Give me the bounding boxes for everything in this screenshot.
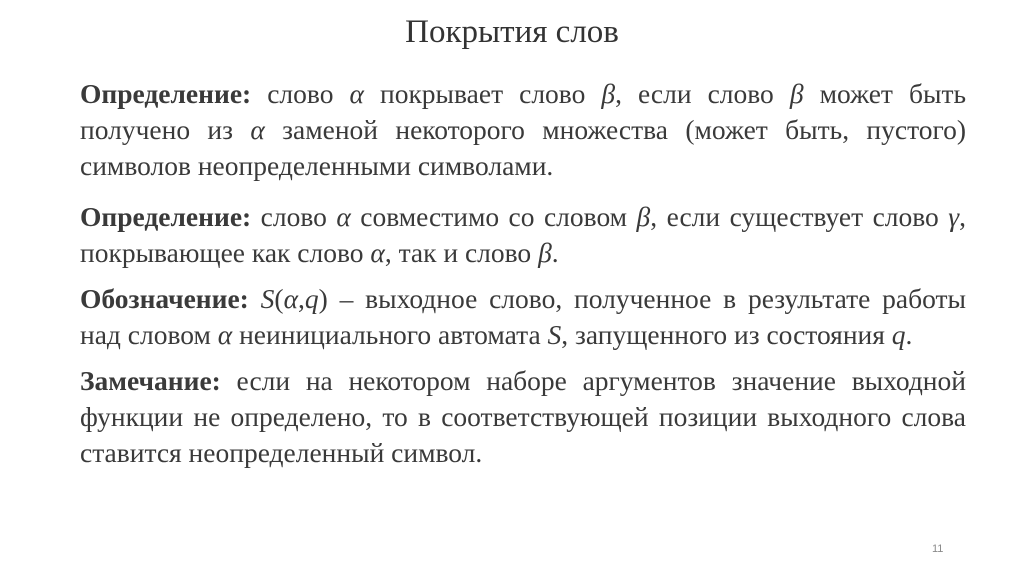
text-fragment: . — [551, 237, 559, 268]
math-alpha: α — [336, 201, 351, 232]
page-number: 11 — [932, 543, 944, 555]
text-fragment: слово — [251, 201, 337, 232]
text-fragment: , покрывающее как слово — [80, 201, 966, 268]
text-fragment: ) – выходное слово, полученное в результате работы над словом — [80, 283, 966, 350]
math-alpha: α — [370, 237, 385, 268]
text-fragment: покрывает слово — [363, 78, 602, 109]
definition-covering — [80, 76, 966, 184]
slide-content — [80, 76, 966, 471]
text-fragment: если на некотором наборе аргументов значение выходной функции не определено, то в соответствующей позиции выходного слова ставится неопределенный символ. — [80, 365, 966, 468]
math-S: S — [547, 319, 562, 350]
math-beta: β — [636, 201, 651, 232]
math-alpha: α — [217, 319, 233, 350]
text-fragment: , — [298, 283, 305, 314]
definition-compatible — [80, 199, 966, 271]
text-fragment: может быть получено из — [80, 78, 966, 145]
remark-label: Замечание: — [80, 365, 221, 396]
text-fragment: заменой некоторого множества (может быть, пустого) символов неопределенными символами. — [80, 114, 966, 181]
text-fragment: , запущенного из состояния — [561, 319, 892, 350]
text-fragment: неинициального автомата — [232, 319, 548, 350]
text-fragment: , так и слово — [384, 237, 539, 268]
notation-output-word — [80, 281, 966, 353]
math-beta: β — [538, 237, 552, 268]
remark-undefined-symbol — [80, 363, 966, 471]
text-fragment: , если слово — [615, 78, 790, 109]
math-q: q — [304, 283, 319, 314]
math-beta: β — [789, 78, 804, 109]
math-gamma: γ — [948, 201, 960, 232]
text-fragment: . — [905, 319, 913, 350]
text-fragment: совместимо со словом — [350, 201, 637, 232]
text-fragment: слово — [251, 78, 350, 109]
slide-title: Покрытия слов — [405, 14, 619, 50]
math-alpha: α — [283, 283, 299, 314]
notation-label: Обозначение: — [80, 283, 249, 314]
math-S: S — [260, 283, 275, 314]
math-alpha: α — [250, 114, 265, 145]
definition-label: Определение: — [80, 201, 252, 232]
math-q: q — [891, 319, 906, 350]
math-beta: β — [601, 78, 616, 109]
math-alpha: α — [349, 78, 364, 109]
text-fragment: ( — [274, 283, 284, 314]
text-fragment — [249, 283, 261, 314]
definition-label: Определение: — [80, 78, 252, 109]
text-fragment: , если существует слово — [650, 201, 949, 232]
